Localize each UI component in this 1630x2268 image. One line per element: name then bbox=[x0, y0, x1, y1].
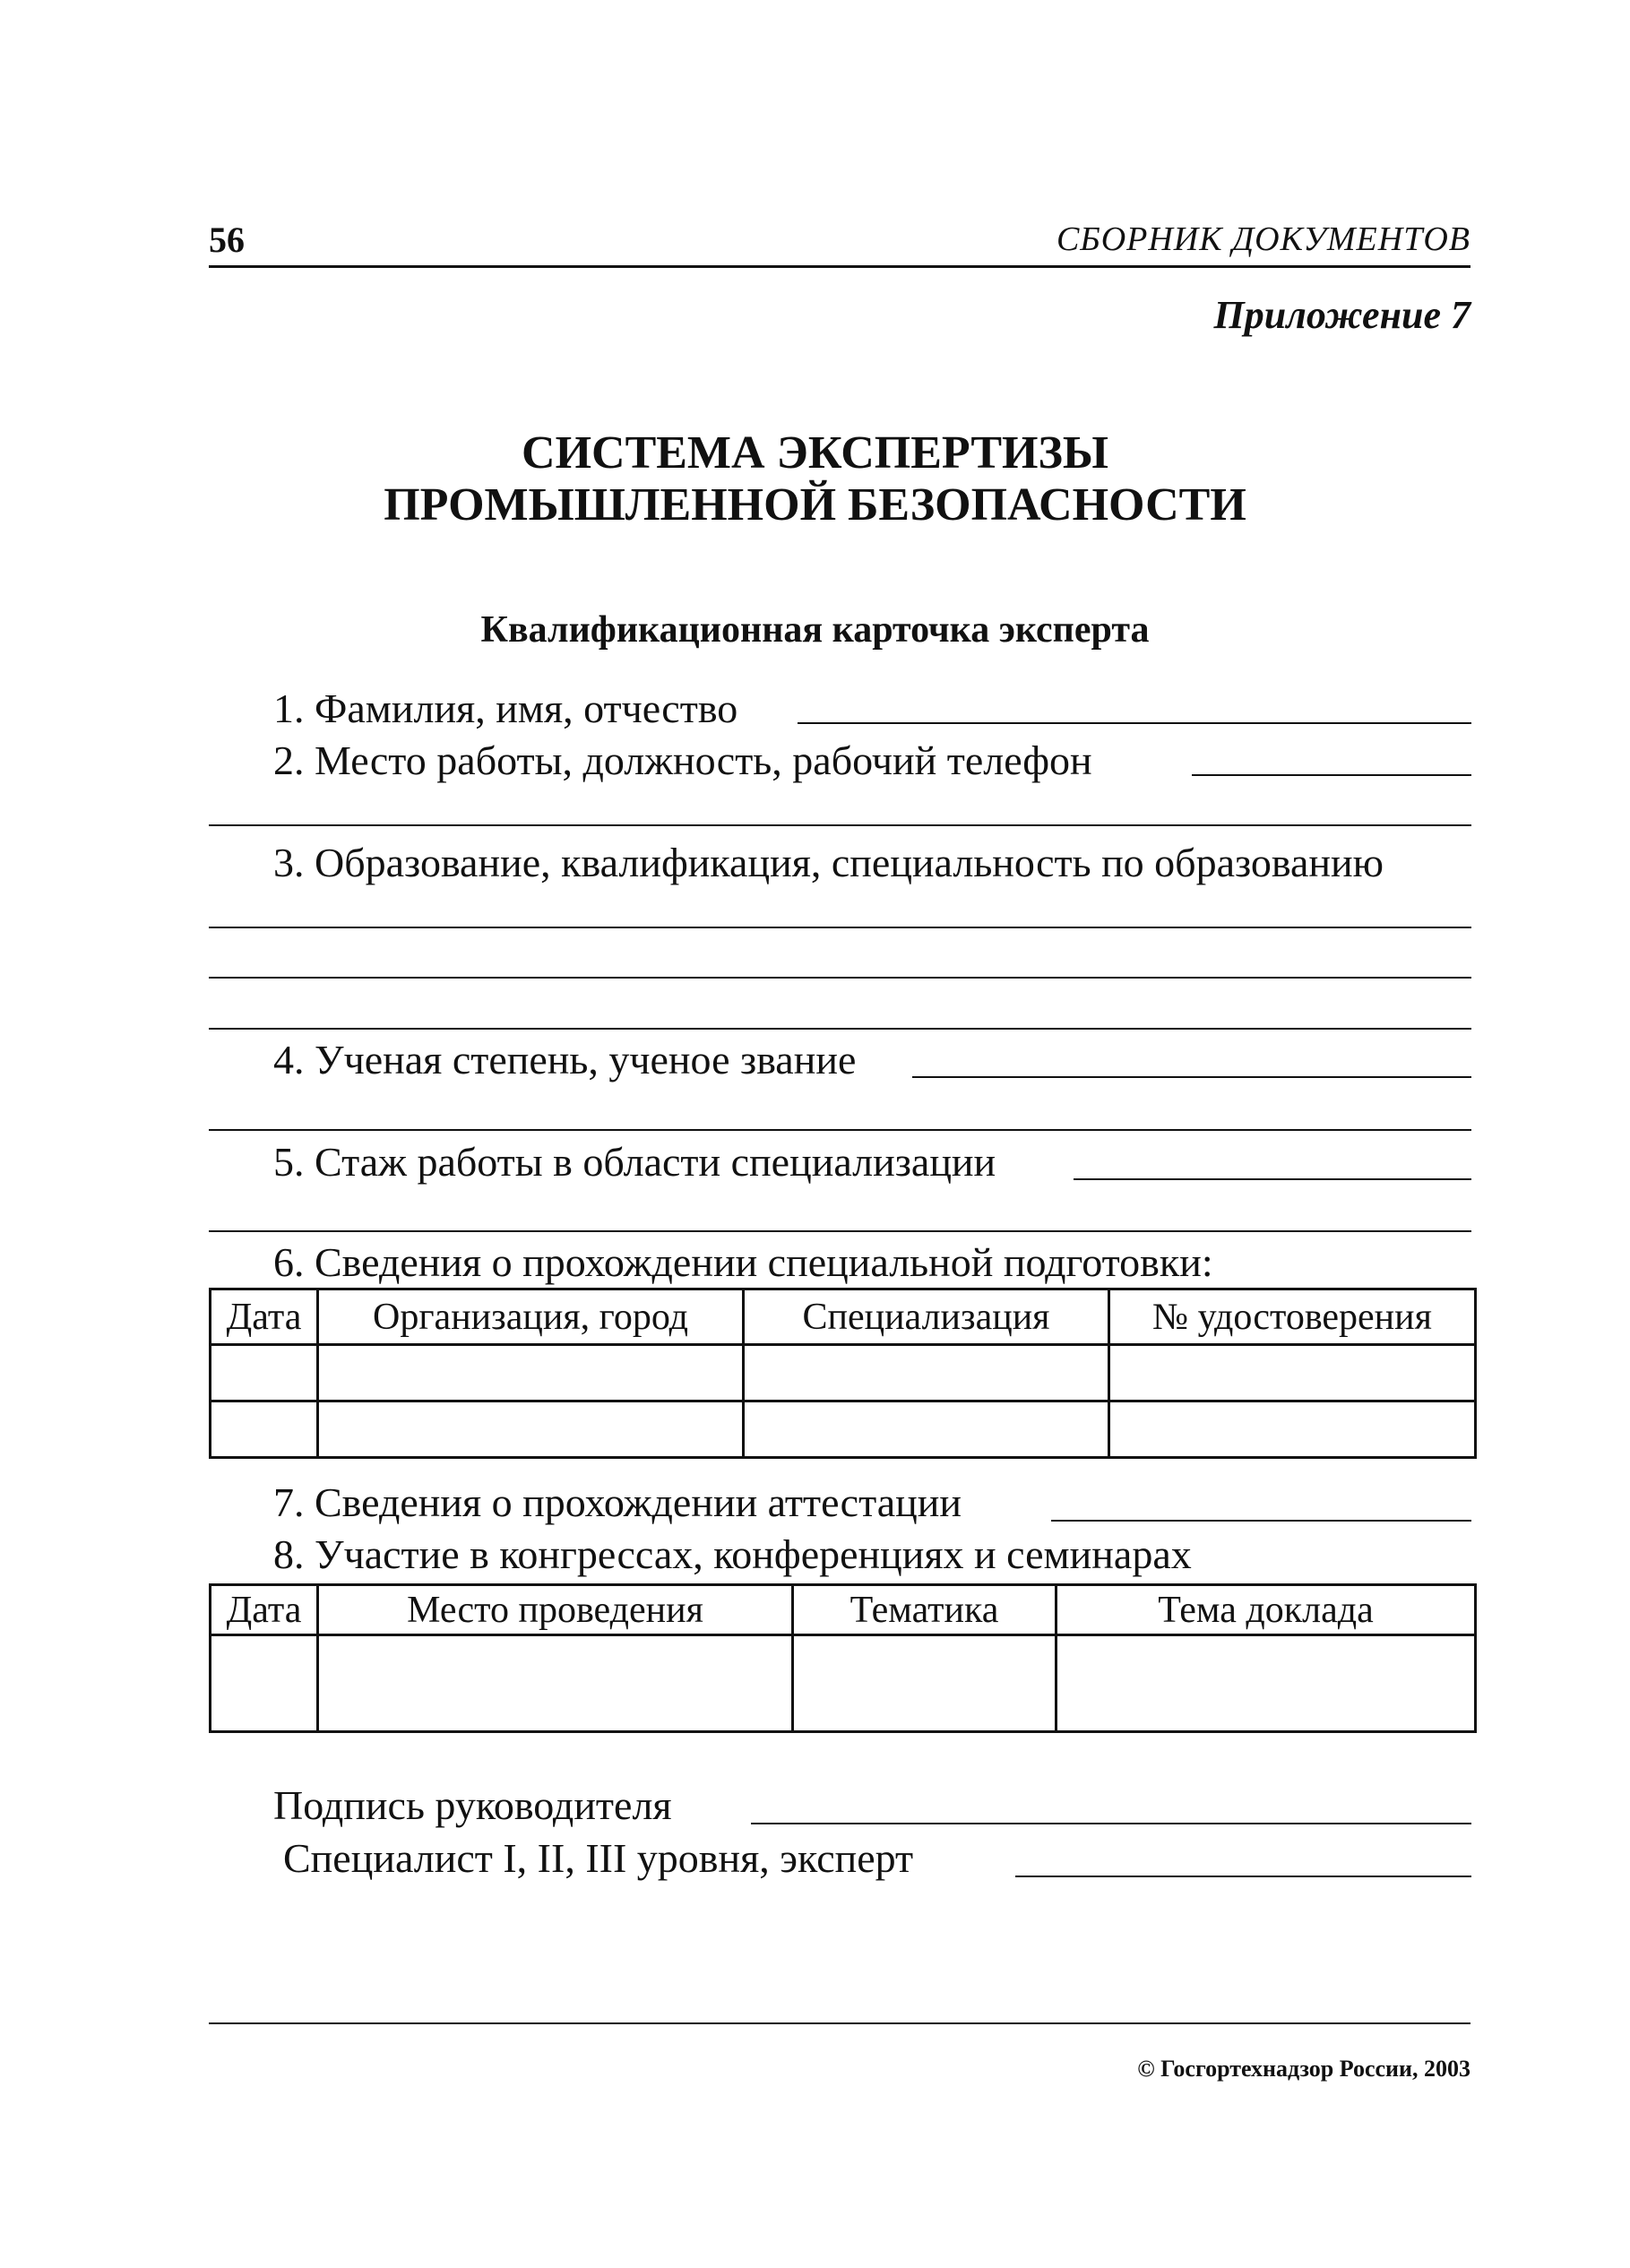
field-3-label: 3. Образование, квалификация, специальность по образованию bbox=[273, 840, 1384, 885]
table-cell[interactable] bbox=[1056, 1635, 1476, 1732]
events-header-venue: Место проведения bbox=[318, 1585, 793, 1635]
manager-signature-blank[interactable] bbox=[751, 1823, 1471, 1824]
field-4-blank-line[interactable] bbox=[209, 1129, 1471, 1131]
table-cell[interactable] bbox=[211, 1635, 318, 1732]
training-header-specialization: Специализация bbox=[744, 1289, 1109, 1345]
field-3-blank-line-2[interactable] bbox=[209, 977, 1471, 979]
field-2-blank-line[interactable] bbox=[209, 824, 1471, 826]
training-header-certificate: № удостоверения bbox=[1109, 1289, 1476, 1345]
field-7-blank[interactable] bbox=[1051, 1520, 1471, 1522]
field-5-blank[interactable] bbox=[1074, 1178, 1471, 1180]
field-5-label: 5. Стаж работы в области специализации bbox=[273, 1139, 996, 1185]
footer-rule bbox=[209, 2022, 1470, 2024]
card-title: Квалификационная карточка эксперта bbox=[480, 609, 1150, 651]
table-cell[interactable] bbox=[1109, 1401, 1476, 1458]
field-3-blank-line-3[interactable] bbox=[209, 1028, 1471, 1030]
table-cell[interactable] bbox=[793, 1635, 1056, 1732]
table-row bbox=[211, 1635, 1476, 1732]
table-cell[interactable] bbox=[211, 1401, 318, 1458]
field-4-label: 4. Ученая степень, ученое звание bbox=[273, 1037, 857, 1082]
specialist-signature-label: Специалист I, II, III уровня, эксперт bbox=[283, 1835, 914, 1881]
field-4-blank[interactable] bbox=[912, 1076, 1471, 1078]
field-3-blank-line-1[interactable] bbox=[209, 927, 1471, 928]
appendix-label: Приложение 7 bbox=[1213, 293, 1470, 337]
header-rule bbox=[209, 265, 1470, 268]
copyright-notice: © Госгортехнадзор России, 2003 bbox=[1137, 2056, 1470, 2082]
events-header-date: Дата bbox=[211, 1585, 318, 1635]
field-7-label: 7. Сведения о прохождении аттестации bbox=[273, 1479, 962, 1525]
events-header-topic: Тематика bbox=[793, 1585, 1056, 1635]
training-header-organization: Организация, город bbox=[318, 1289, 744, 1345]
table-cell[interactable] bbox=[744, 1345, 1109, 1401]
events-header-report: Тема доклада bbox=[1056, 1585, 1476, 1635]
events-table bbox=[209, 1583, 1477, 1733]
table-cell[interactable] bbox=[1109, 1345, 1476, 1401]
field-6-label: 6. Сведения о прохождении специальной подготовки: bbox=[273, 1239, 1213, 1285]
table-row bbox=[211, 1401, 1476, 1458]
table-cell[interactable] bbox=[211, 1345, 318, 1401]
training-table bbox=[209, 1288, 1477, 1459]
page-number: 56 bbox=[209, 220, 245, 260]
field-2-label: 2. Место работы, должность, рабочий телефон bbox=[273, 737, 1092, 783]
running-head: СБОРНИК ДОКУМЕНТОВ bbox=[1056, 220, 1470, 258]
main-title-line-1: СИСТЕМА ЭКСПЕРТИЗЫ bbox=[522, 427, 1108, 479]
table-cell[interactable] bbox=[318, 1635, 793, 1732]
manager-signature-label: Подпись руководителя bbox=[273, 1782, 672, 1828]
table-row bbox=[211, 1345, 1476, 1401]
table-cell[interactable] bbox=[318, 1345, 744, 1401]
field-2-blank[interactable] bbox=[1192, 774, 1471, 776]
training-header-date: Дата bbox=[211, 1289, 318, 1345]
field-5-blank-line[interactable] bbox=[209, 1230, 1471, 1232]
main-title-line-2: ПРОМЫШЛЕННОЙ БЕЗОПАСНОСТИ bbox=[384, 479, 1246, 530]
specialist-signature-blank[interactable] bbox=[1015, 1876, 1471, 1877]
field-1-blank[interactable] bbox=[798, 722, 1471, 724]
table-cell[interactable] bbox=[318, 1401, 744, 1458]
field-8-label: 8. Участие в конгрессах, конференциях и семинарах bbox=[273, 1531, 1192, 1577]
field-1-label: 1. Фамилия, имя, отчество bbox=[273, 686, 738, 731]
table-cell[interactable] bbox=[744, 1401, 1109, 1458]
